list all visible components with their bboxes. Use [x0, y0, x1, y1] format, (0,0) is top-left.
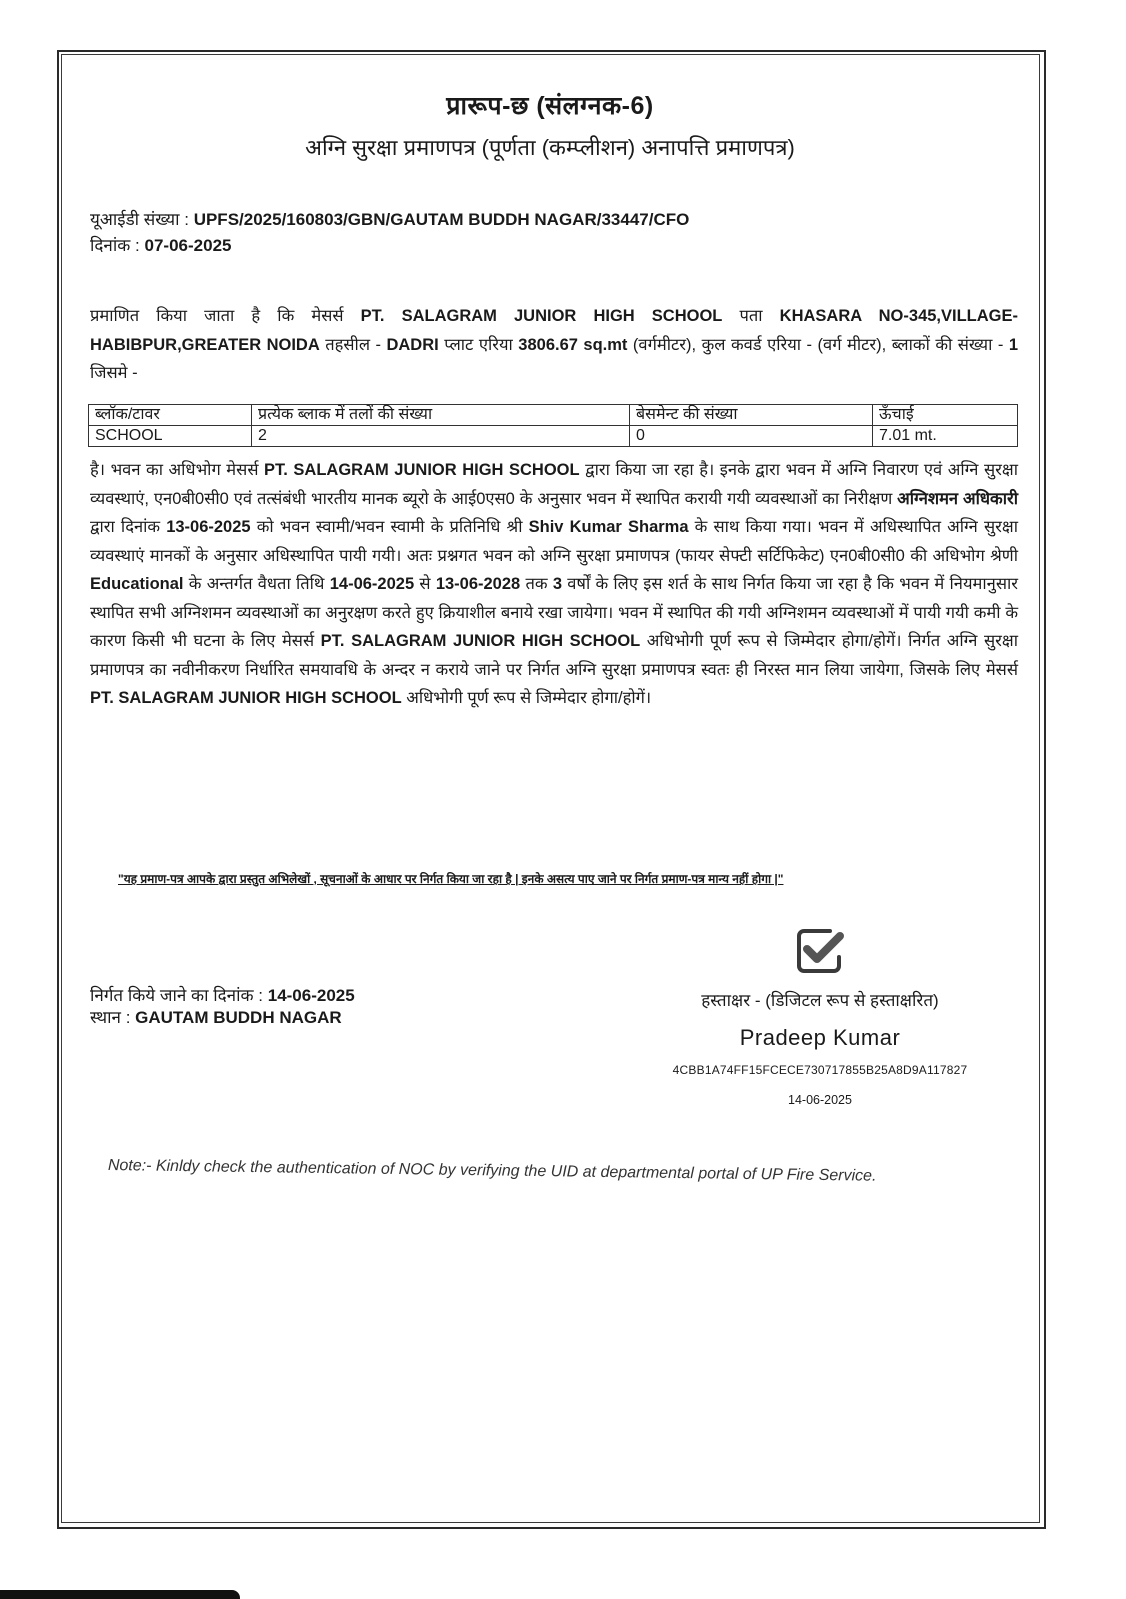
- verification-note: Note:- Kinldy check the authentication of NOC by verifying the UID at departmental portal of UP Fire Service.: [107, 1157, 877, 1185]
- signature-label: हस्ताक्षर - (डिजिटल रूप से हस्ताक्षरित): [701, 991, 939, 1010]
- text: को भवन स्वामी/भवन स्वामी के प्रतिनिधि श्री: [250, 518, 529, 536]
- table-header-row: [89, 405, 1018, 426]
- validity-years: 3: [552, 575, 562, 593]
- date-label: दिनांक :: [90, 236, 140, 255]
- uid-value: UPFS/2025/160803/GBN/GAUTAM BUDDH NAGAR/33447/CFO: [193, 210, 690, 229]
- text: द्वारा किया जा रहा है। इनके द्वारा भवन में अग्नि निवारण एवं अग्नि सुरक्षा व्यवस्थाएं, एन0बी0सी0 एवं तत्संबंधी भारतीय मानक ब्यूरो के आई0एस0 के अनुसार भवन में स्थापित करायी गयी व्यवस्थाओं का निरीक्षण: [90, 461, 1018, 508]
- place-label: स्थान :: [90, 1008, 131, 1027]
- inspector: अग्निशमन अधिकारी: [897, 489, 1018, 508]
- text: तहसील -: [319, 335, 387, 354]
- plot-area: 3806.67 sq.mt: [518, 335, 628, 354]
- occupancy-category: Educational: [90, 575, 184, 593]
- table-header: ब्लॉक/टावर: [89, 405, 252, 426]
- text: प्रमाणित किया जाता है कि मेसर्स: [90, 307, 361, 325]
- text: से: [414, 575, 436, 593]
- text: के अन्तर्गत वैधता तिथि: [183, 575, 330, 593]
- certificate-meta: [90, 207, 689, 259]
- address: KHASARA NO-345,VILLAGE-HABIBPUR,GREATER NOIDA: [90, 307, 1019, 354]
- table-cell: 0: [630, 426, 873, 447]
- block-count: 1: [1008, 335, 1019, 354]
- issue-date-line: [90, 985, 355, 1007]
- text: प्लाट एरिया: [438, 335, 519, 354]
- text: द्वारा दिनांक: [90, 518, 167, 536]
- form-title: प्रारूप-छ (संलग्नक-6): [446, 92, 654, 120]
- text: तक: [520, 575, 553, 593]
- document-border-inner: [61, 54, 1040, 1523]
- issue-info: [90, 985, 355, 1029]
- block-table: [88, 404, 1018, 447]
- representative: Shiv Kumar Sharma: [528, 518, 689, 536]
- signature-date: 14-06-2025: [788, 1093, 852, 1107]
- inspection-date: 13-06-2025: [166, 518, 251, 536]
- firm-name: PT. SALAGRAM JUNIOR HIGH SCHOOL: [90, 689, 402, 707]
- text: है। भवन का अधिभोग मेसर्स: [90, 461, 265, 479]
- table-header: बेसमेन्ट की संख्या: [630, 405, 873, 426]
- scan-edge-shadow: [0, 1590, 240, 1599]
- table-cell: SCHOOL: [89, 426, 252, 447]
- uid-label: यूआईडी संख्या :: [90, 210, 189, 229]
- firm-name: PT. SALAGRAM JUNIOR HIGH SCHOOL: [320, 632, 641, 650]
- text: वर्षों के लिए इस शर्त के साथ निर्गत किया जा रहा है कि भवन में नियमानुसार स्थापित सभी अग्निशमन व्यवस्थाओं का अनुरक्षण करते हुए क्रियाशील बनाये रखा जायेगा। भवन में स्थापित की गयी अग्निशमन व्यवस्थाओं में पायी गयी कमी के कारण किसी भी घटना के लिए मेसर्स: [90, 575, 1018, 650]
- text: अधिभोगी पूर्ण रूप से जिम्मेदार होगा/होगें। निर्गत अग्नि सुरक्षा प्रमाणपत्र का नवीनीकरण निर्धारित समयावधि के अन्दर न कराये जाने पर निर्गत अग्नि सुरक्षा प्रमाणपत्र स्वतः ही निरस्त मान लिया जायेगा, जिसके लिए मेसर्स: [90, 632, 1018, 679]
- body-paragraph: [90, 456, 1018, 713]
- signature-hash: 4CBB1A74FF15FCECE730717855B25A8D9A117827: [672, 1063, 968, 1077]
- issue-date: 14-06-2025: [267, 986, 355, 1005]
- checkbox-check-icon: [794, 925, 846, 977]
- firm-name: PT. SALAGRAM JUNIOR HIGH SCHOOL: [360, 307, 723, 325]
- place: GAUTAM BUDDH NAGAR: [135, 1008, 342, 1027]
- table-header: ऊँचाई: [873, 405, 1018, 426]
- date-line: [90, 233, 689, 259]
- place-line: [90, 1007, 355, 1029]
- tehsil: DADRI: [386, 335, 439, 354]
- issue-date-label: निर्गत किये जाने का दिनांक :: [90, 986, 263, 1005]
- date-value: 07-06-2025: [144, 236, 232, 255]
- valid-from: 14-06-2025: [329, 575, 415, 593]
- signatory-name: Pradeep Kumar: [739, 1025, 901, 1050]
- text: के साथ किया गया। भवन में अधिस्थापित अग्नि सुरक्षा व्यवस्थाएं मानकों के अनुसार अधिस्थापित पायी गयी। अतः प्रश्नगत भवन को अग्नि सुरक्षा प्रमाणपत्र (फायर सेफ्टी सर्टिफिकेट) एन0बी0सी0 की अधिभोग श्रेणी: [90, 518, 1018, 565]
- table-cell: 7.01 mt.: [873, 426, 1018, 447]
- text: (वर्गमीटर), कुल कवर्ड एरिया - (वर्ग मीटर), ब्लाकों की संख्या -: [627, 335, 1009, 354]
- uid-line: [90, 207, 689, 233]
- valid-to: 13-06-2028: [435, 575, 521, 593]
- certificate-subtitle: अग्नि सुरक्षा प्रमाणपत्र (पूर्णता (कम्प्लीशन) अनापत्ति प्रमाणपत्र): [305, 135, 795, 160]
- intro-paragraph: [90, 302, 1018, 388]
- text: पता: [722, 307, 780, 325]
- table-cell: 2: [252, 426, 630, 447]
- disclaimer: "यह प्रमाण-पत्र आपके द्वारा प्रस्तुत अभिलेखों , सूचनाओं के आधार पर निर्गत किया जा रहा है | इनके असत्य पाए जाने पर निर्गत प्रमाण-पत्र मान्य नहीं होगा |": [118, 872, 784, 886]
- firm-name: PT. SALAGRAM JUNIOR HIGH SCHOOL: [264, 461, 580, 479]
- text: अधिभोगी पूर्ण रूप से जिम्मेदार होगा/होगें।: [401, 689, 652, 707]
- table-header: प्रत्येक ब्लाक में तलों की संख्या: [252, 405, 630, 426]
- table-row: [89, 426, 1018, 447]
- signature-block: [640, 925, 1000, 1107]
- text: जिसमे -: [90, 364, 138, 382]
